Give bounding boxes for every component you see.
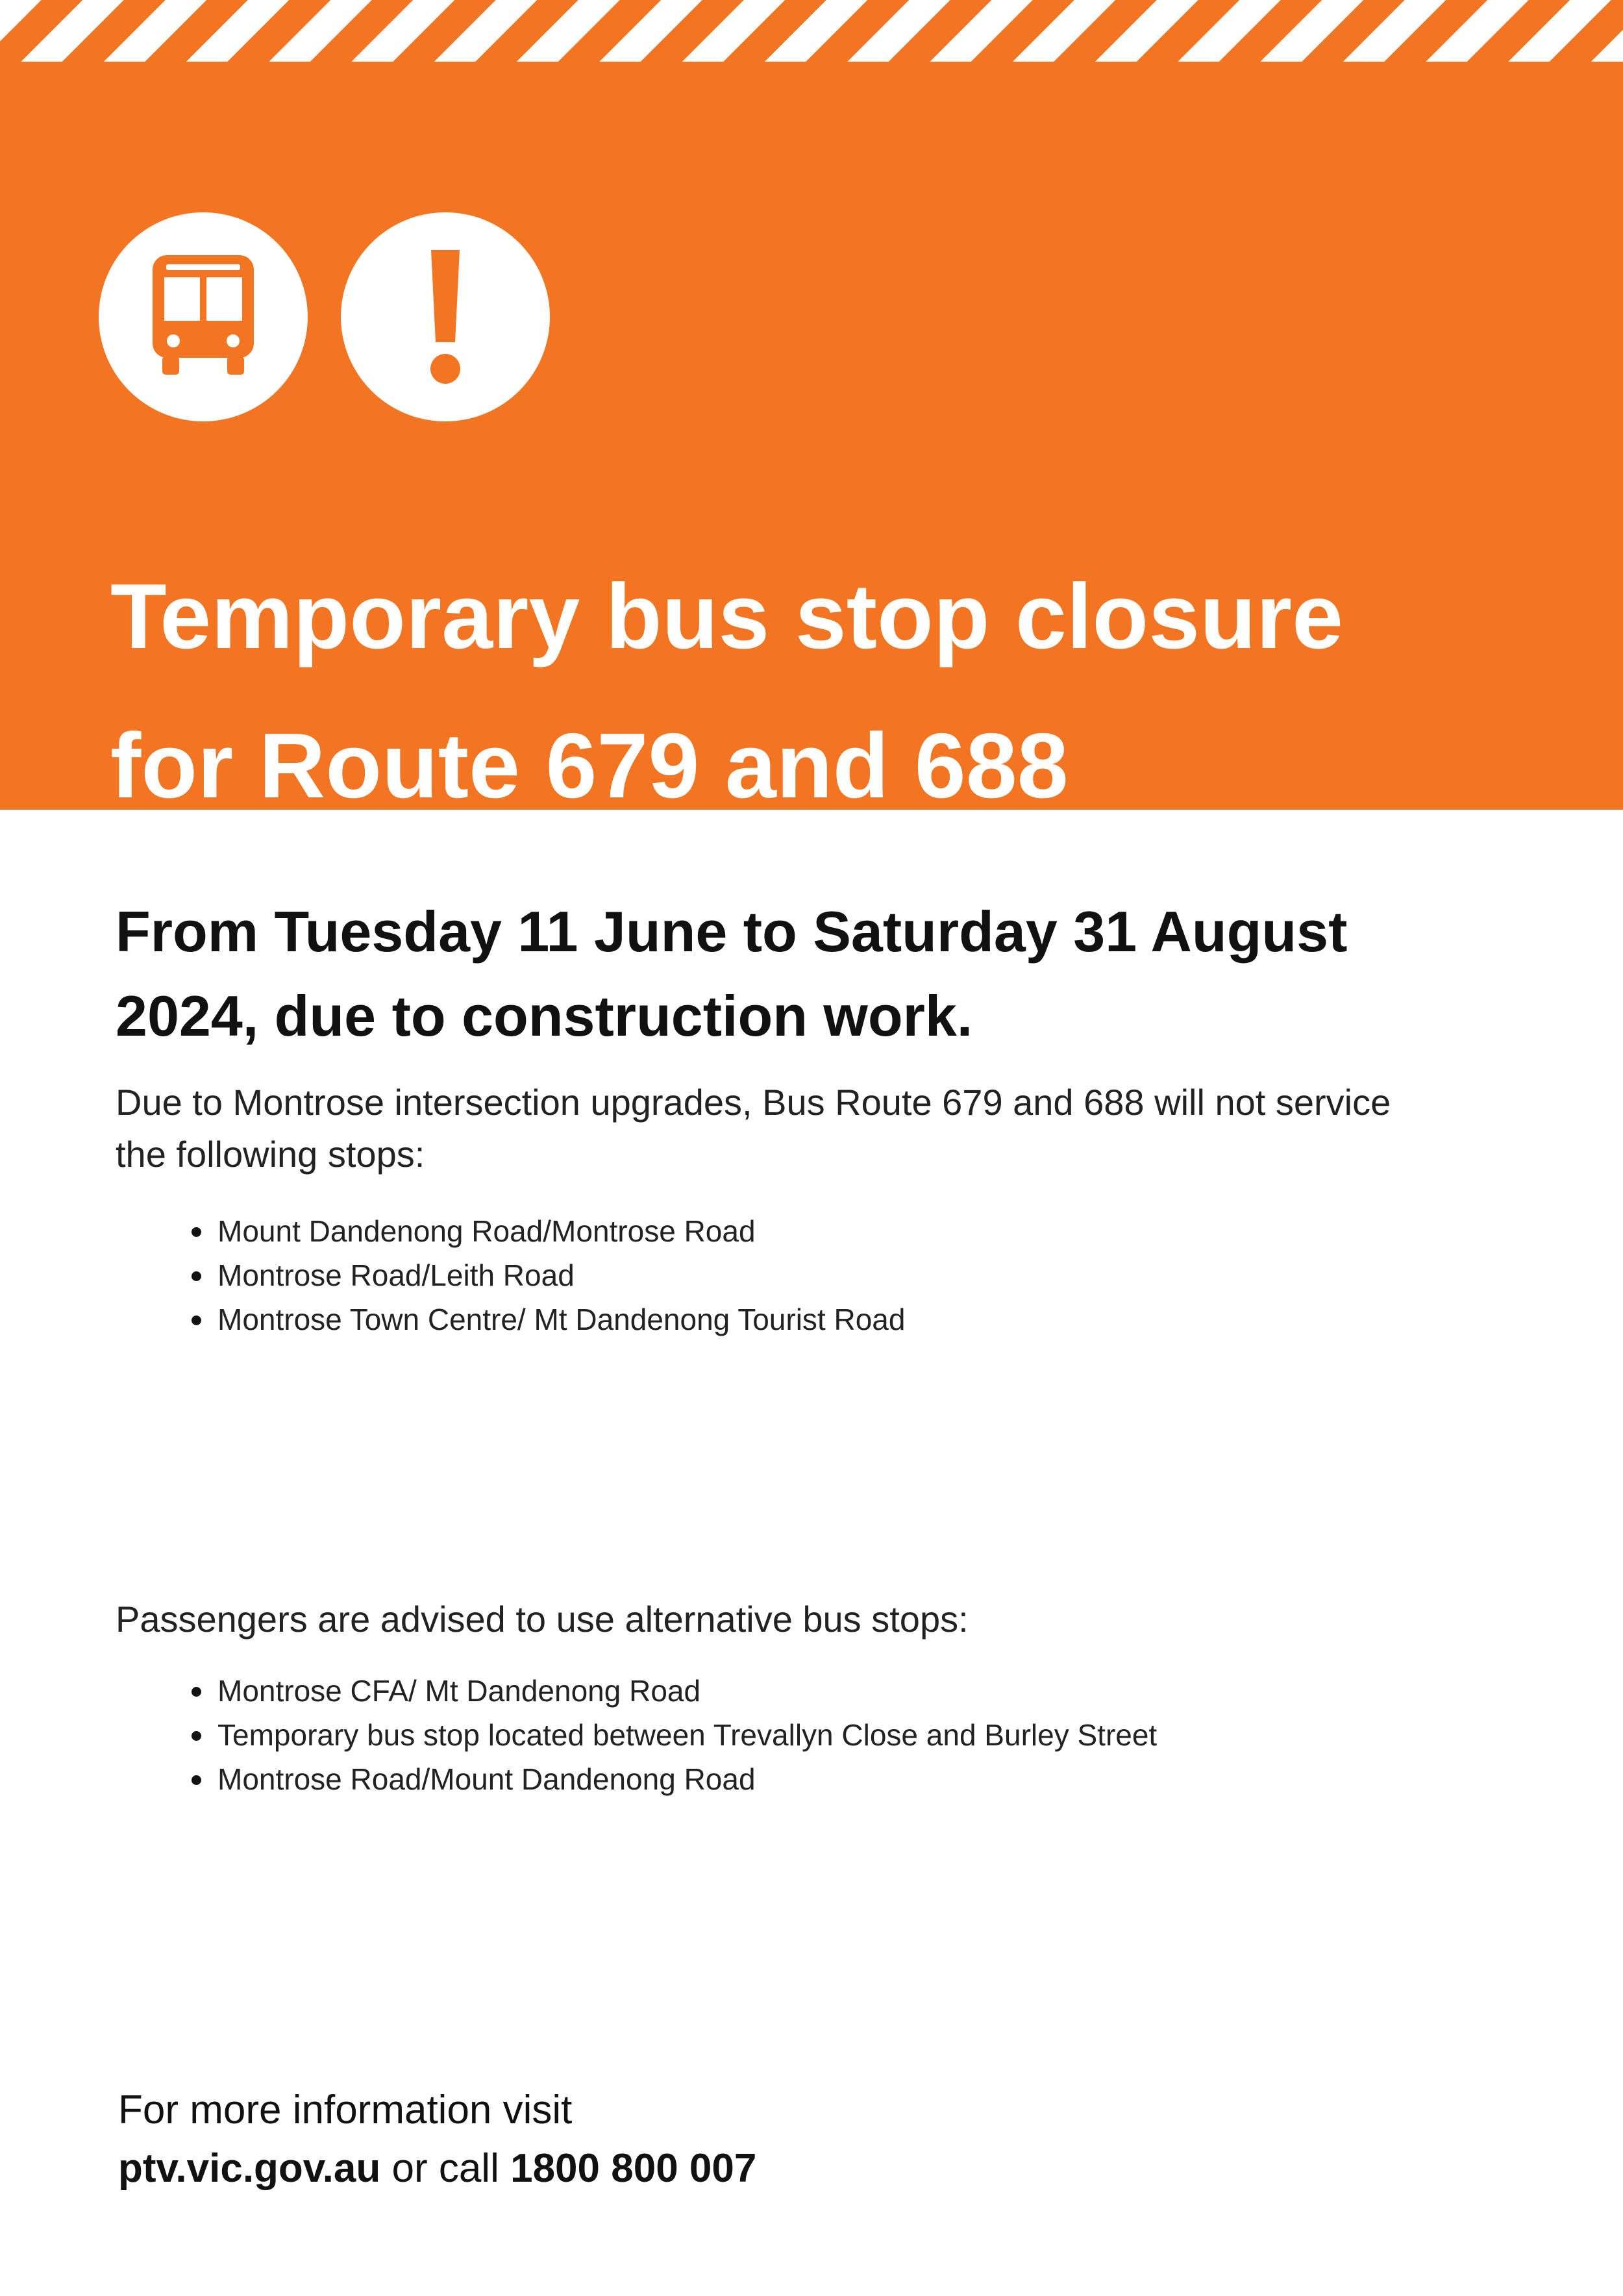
date-range-heading (116, 890, 1511, 1058)
intro-line: the following stops: (116, 1134, 425, 1175)
stop-name: Mount Dandenong Road/Montrose Road (217, 1214, 756, 1248)
bullet-icon (192, 1731, 201, 1741)
stop-name: Temporary bus stop located between Trevallyn Close and Burley Street (217, 1718, 1158, 1752)
bullet-icon (192, 1687, 201, 1697)
contact-footer (118, 2081, 1481, 2198)
bullet-icon (192, 1316, 201, 1325)
stop-name: Montrose CFA/ Mt Dandenong Road (217, 1674, 701, 1708)
website-link[interactable]: ptv.vic.gov.au (118, 2146, 381, 2191)
hazard-stripe-band (0, 0, 1623, 62)
subheading-line: 2024, due to construction work. (116, 984, 973, 1048)
header-banner (0, 62, 1623, 817)
closed-stops-list (217, 1209, 905, 1341)
list-item (217, 1757, 1157, 1801)
bullet-icon (192, 1227, 201, 1237)
phone-number[interactable]: 1800 800 007 (510, 2146, 757, 2191)
intro-paragraph (116, 1077, 1544, 1180)
footer-connector: or call (380, 2146, 511, 2191)
bullet-icon (192, 1271, 201, 1281)
footer-intro: For more information visit (118, 2088, 573, 2132)
intro-line: Due to Montrose intersection upgrades, Bus Route 679 and 688 will not service (116, 1082, 1391, 1123)
alternative-stops-list (217, 1669, 1157, 1801)
list-item (217, 1253, 905, 1297)
subheading-line: From Tuesday 11 June to Saturday 31 August (116, 899, 1348, 964)
notice-title (110, 542, 1571, 841)
footer-contact-line (118, 2140, 1481, 2198)
list-item (217, 1669, 1157, 1713)
stop-name: Montrose Road/Leith Road (217, 1258, 575, 1292)
list-item (217, 1209, 905, 1253)
exclamation-icon (341, 212, 550, 421)
list-item (217, 1713, 1157, 1757)
title-line: Temporary bus stop closure (110, 565, 1344, 668)
stop-name: Montrose Road/Mount Dandenong Road (217, 1762, 756, 1796)
bus-icon (99, 212, 308, 421)
stop-name: Montrose Town Centre/ Mt Dandenong Tourist Road (217, 1303, 906, 1336)
list-item (217, 1297, 905, 1341)
advice-paragraph: Passengers are advised to use alternative bus stops: (116, 1599, 969, 1640)
title-line: for Route 679 and 688 (110, 714, 1069, 817)
bullet-icon (192, 1775, 201, 1785)
